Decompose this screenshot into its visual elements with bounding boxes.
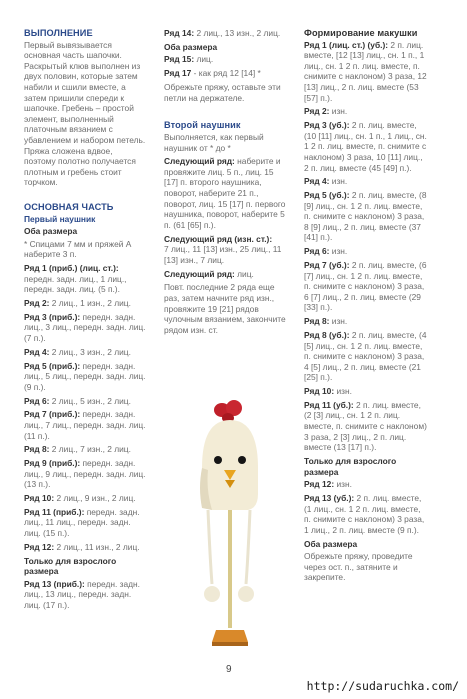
instruction-row-label: Ряд 3 (приб.): [24,311,81,322]
instruction-row-label: Ряд 5 (приб.): [24,360,81,371]
instruction-row [304,479,428,490]
instruction-row-label: Ряд 6: [24,395,50,406]
instruction-row-label: Ряд 14: [164,28,195,38]
instruction-row-label: Ряд 10: [304,386,335,397]
instruction-row-label: Ряд 15: [164,54,195,65]
instruction-row-text: передн. задн. лиц., 3 лиц., передн. задн. лиц. (7 п.). [24,311,146,343]
subheading-both-sizes: Оба размера [304,538,358,549]
row-list [24,263,146,552]
next-row-2-label: Следующий ряд (изн. ст.): [164,233,273,244]
instruction-row [164,28,286,39]
row-list-adult [304,479,428,535]
instruction-row-label: Ряд 5 (уб.): [304,190,350,201]
subheading-first-earflap: Первый наушник [24,213,96,224]
instruction-row-label: Ряд 11 (уб.): [304,399,354,410]
instruction-row-text: изн. [331,106,348,117]
row-list-adult [24,579,146,611]
instruction-row-label: Ряд 7 (приб.): [24,409,81,420]
next-row-1 [164,156,286,230]
instruction-row [24,444,146,455]
subheading-both-sizes: Оба размера [24,226,78,237]
next-row-1-label: Следующий ряд: [164,156,235,167]
instruction-row [24,263,146,295]
instruction-row-label: Ряд 13 (приб.): [24,578,85,589]
instruction-row [304,400,428,453]
instruction-row-label: Ряд 9 (приб.): [24,458,81,469]
intro-paragraph: Первый вывязывается основная часть шапочки. Раскрытый клюв выполнен из двух половин, которые затем набили и сшили вместе, а затем пришили спереди к шапочке. Гребень – простой элемент, выполненный платочным вязанием с убавлением и набором петель. Пряжа сложена вдвое, поэтому полотно получается плотным и гребень стоит торчком. [24,39,146,188]
instruction-row [24,312,146,344]
instruction-row [304,176,428,187]
cut-yarn-paragraph: Обрежьте пряжу, оставьте эти петли на держателе. [164,81,281,103]
next-row-3-label: Следующий ряд: [164,268,235,279]
instruction-row-label: Ряд 12: [24,541,55,552]
instruction-row-text: изн. [336,479,352,490]
instruction-row-text: изн. [331,316,348,327]
comb-icon [214,400,242,423]
instruction-row [24,507,146,539]
instruction-row-text: 2 п. лиц. вместе, (2 [3] лиц., сн. 1 2 п. лиц. вместе, п. снимите с наклоном) 3 раза, 2 [3] лиц., 2 п. лиц. вместе (13 [17] п.). [304,399,427,453]
instruction-row-label: Ряд 3 (уб.): [304,120,350,131]
instruction-row-label: Ряд 1 (лиц. ст.) (уб.): [304,39,389,50]
instruction-row-text: изн. [331,176,348,187]
instruction-row [304,246,428,257]
instruction-row-label: Ряд 4: [304,176,330,187]
instruction-row [304,40,428,104]
repeat-paragraph: Повт. последние 2 ряда еще раз, затем начните ряд изн., провяжите 19 [21] рядов чулочным вязанием, закончите рядом изн. ст. [164,282,286,335]
instruction-row [304,493,428,535]
row-list [164,54,286,78]
instruction-row-text: передн. задн. лиц., 1 лиц., передн. задн. лиц. (5 п.). [24,273,127,295]
instruction-row-label: Ряд 8 (уб.): [304,329,350,340]
subheading-adult-size: Только для взрослого размера [304,456,397,477]
instruction-row [304,106,428,117]
instruction-row-text: 2 п. лиц. вместе, (8 [9] лиц., сн. 1 2 п. лиц. вместе, п. снимите с наклоном) 3 раза, 8 [9] лиц., 2 п. лиц. вместе (37 [41] п.). [304,190,427,243]
instruction-row-label: Ряд 2: [24,298,50,309]
instruction-row [24,579,146,611]
instruction-row [164,68,286,79]
row-list [304,40,428,453]
instruction-row-text: 2 п. лиц. вместе, [12 [13] лиц., сн. 1 п., 1 лиц., сн. 1 2 п. лиц. вместе, п. снимите с наклоном) 3 раза, 12 [13] лиц., 2 п. лиц. вместе (53 [57] п.). [304,39,427,103]
heading-crown-shaping: Формирование макушки [304,28,418,38]
instruction-row-text: 2 лиц., 5 изн., 2 лиц. [51,395,131,406]
instruction-row-text: передн. задн. лиц., 7 лиц., передн. задн. лиц. (11 п.). [24,409,146,441]
instruction-row-text: 2 лиц., 3 изн., 2 лиц. [51,346,131,357]
instruction-row [24,409,146,441]
instruction-row-text: 2 п. лиц. вместе, (1 лиц., сн. 1 2 п. лиц. вместе, п. снимите с наклоном) 3 раза, 1 лиц., 2 п. лиц. вместе (9 п.). [304,493,425,535]
row-list-top [164,28,286,39]
instruction-row-text: 2 п. лиц. вместе, (6 [7] лиц., сн. 1 2 п. лиц. вместе, п. снимите с наклоном) 3 раза, 6 [7] лиц., 2 п. лиц. вместе (29 [33] п.). [304,260,427,313]
instruction-row-text: 2 лиц., 7 изн., 2 лиц. [51,444,131,455]
instruction-row [304,316,428,327]
instruction-row-text: лиц. [196,54,214,65]
instruction-row-label: Ряд 6: [304,246,330,257]
instruction-row-label: Ряд 2: [304,106,330,117]
instruction-row-text: 2 лиц., 13 изн., 2 лиц. [196,28,281,38]
instruction-row [24,493,146,504]
instruction-row [304,330,428,383]
heading-main-part: ОСНОВНАЯ ЧАСТЬ [24,201,114,212]
page-number: 9 [226,664,232,675]
instruction-row-text: 2 лиц., 11 изн., 2 лиц. [56,541,140,552]
instruction-row [164,54,286,65]
instruction-row-label: Ряд 8: [24,444,50,455]
instruction-row [24,458,146,490]
instruction-row-label: Ряд 10: [24,493,55,504]
instruction-row [304,386,428,397]
instruction-row-text: 2 п. лиц. вместе, (10 [11] лиц., сн. 1 п., 1 лиц., сн. 1 2 п. лиц. вместе, п. снимите с наклоном) 3 раза, 10 [11] лиц., 2 п. лиц. вместе (45 [49] п.). [304,120,427,173]
instruction-row-label: Ряд 7 (уб.): [304,260,350,270]
instruction-row-label: Ряд 11 (приб.): [24,506,85,517]
instruction-row [24,361,146,393]
instruction-row-text: изн. [331,246,348,257]
instruction-row-label: Ряд 1 (приб.) (лиц. ст.): [24,263,119,274]
next-row-3-text: лиц. [237,268,254,279]
instruction-row-label: Ряд 12: [304,479,335,490]
instruction-row-text: передн. задн. лиц., 13 лиц., передн. задн. лиц. (17 п.). [24,578,140,610]
next-row-2-text: 7 лиц., 11 [13] изн., 25 лиц., 11 [13] изн., 7 лиц. [164,244,282,265]
instruction-row-label: Ряд 17 [164,68,192,79]
subheading-adult-size: Только для взрослого размера [24,555,117,577]
instruction-row-text: изн. [336,386,352,397]
instruction-row [24,542,146,553]
next-row-1-text: наберите и провяжите лиц. 5 п., лиц. 15 [17] п. второго наушника, поворот, наберите 21 п., поворот, лиц. 15 [17] п. первого наушника, поворот, наберите 5 п. (61 [65] п.). [164,156,286,230]
instruction-row-text: 2 лиц., 9 изн., 2 лиц. [56,493,136,504]
note-cast-on: * Спицами 7 мм и пряжей А наберите 3 п. [24,238,132,260]
heading-second-earflap: Второй наушник [164,120,241,131]
subheading-both-sizes: Оба размера [164,41,218,52]
column-2 [164,28,286,339]
instruction-row [24,347,146,358]
second-earflap-paragraph: Выполняется, как первый наушник от * до * [164,131,264,153]
column-1 [24,28,146,614]
instruction-row-label: Ряд 8: [304,316,330,327]
instruction-row-text: передн. задн. лиц., 9 лиц., передн. задн. лиц. (13 п.). [24,458,146,490]
instruction-row-text: передн. задн. лиц., 5 лиц., передн. задн. лиц. (9 п.). [24,360,146,392]
chicken-hat-photo [188,398,272,648]
instruction-row-text: 2 лиц., 1 изн., 2 лиц. [51,298,131,309]
next-row-3 [164,269,286,280]
instruction-row-text: - как ряд 12 [14] * [193,68,261,79]
instruction-row-text: передн. задн. лиц., 11 лиц., передн. задн. лиц. (15 п.). [24,506,140,538]
instruction-row [304,120,428,173]
instruction-row [24,298,146,309]
watermark-url[interactable]: http://sudaruchka.com/ [306,679,459,693]
instruction-row-label: Ряд 13 (уб.): [304,493,355,503]
instruction-row [24,396,146,407]
column-3 [304,28,428,586]
finish-paragraph: Обрежьте пряжу, проведите через ост. п., затяните и закрепите. [304,551,413,583]
instruction-row-label: Ряд 4: [24,346,50,357]
instruction-row [304,260,428,313]
next-row-2 [164,234,286,266]
heading-execution: ВЫПОЛНЕНИЕ [24,28,93,38]
instruction-row-text: 2 п. лиц. вместе, (4 [5] лиц., сн. 1 2 п. лиц. вместе, п. снимите с наклоном) 3 раза, 4 [5] лиц., 2 п. лиц. вместе (21 [25] п.). [304,329,427,383]
instruction-row [304,190,428,243]
